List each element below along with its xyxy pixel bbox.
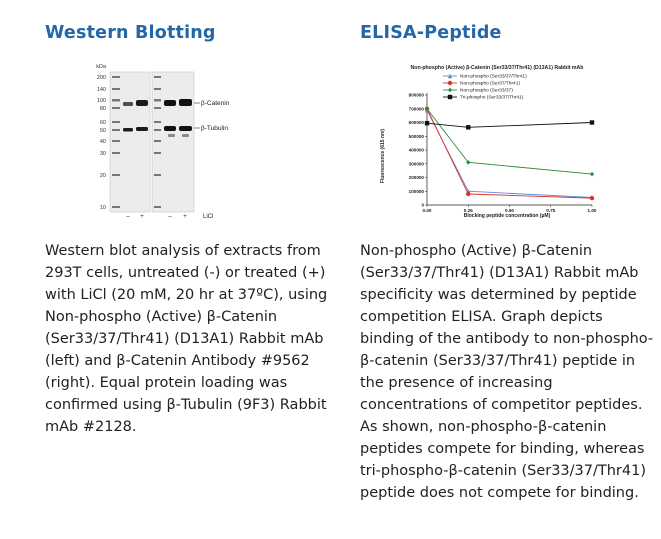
y-tick-label-8: 800000 bbox=[408, 92, 424, 98]
elisa-peptide-heading: ELISA-Peptide bbox=[360, 23, 502, 43]
marker-200: 200 bbox=[96, 75, 106, 81]
x-tick-label-4: 1.00 bbox=[587, 208, 597, 213]
western-blotting-heading: Western Blotting bbox=[45, 23, 216, 43]
legend-marker-3 bbox=[448, 95, 452, 99]
kda-label: kDa bbox=[96, 64, 106, 70]
series-line-3 bbox=[427, 123, 592, 128]
legend-label-1: Non-phospho (Ser37/Thr41) bbox=[460, 81, 520, 87]
y-tick-label-5: 500000 bbox=[408, 133, 424, 139]
band-labels bbox=[194, 100, 230, 132]
chart-x-label: Blocking peptide concentration (µM) bbox=[463, 213, 551, 219]
y-tick-label-4: 400000 bbox=[408, 147, 424, 153]
marker-20: 20 bbox=[99, 173, 106, 179]
western-blotting-description: Western blot analysis of extracts from 293T cells, untreated (-) or treated (+) with LiCl (20 mM, 20 hr at 37ºC), using Non-phospho (Active) β-Catenin (Ser33/37/Thr41) (D13A1) Rabbit mAb (left) and β-Catenin Antibody #9562 (right). Equal protein loading was confirmed using β-Tubulin (9F3) Rabbit mAb #2128. bbox=[45, 243, 328, 435]
x-tick-label-1: 0.25 bbox=[463, 208, 473, 213]
y-tick-label-7: 700000 bbox=[408, 106, 424, 112]
marker-60: 60 bbox=[99, 120, 106, 126]
y-tick-label-3: 300000 bbox=[408, 161, 424, 167]
chart-title: Non-phospho (Active) β-Catenin (Ser33/37/Thr41) (D13A1) Rabbit mAb bbox=[410, 65, 584, 71]
series-3-point-0 bbox=[425, 121, 429, 125]
legend-marker-1 bbox=[448, 81, 452, 85]
lane-label-4: + bbox=[183, 214, 187, 220]
lane-label-2: + bbox=[140, 214, 144, 220]
western-blot-image bbox=[90, 62, 270, 222]
x-tick-label-0: 0.00 bbox=[422, 208, 432, 213]
marker-30: 30 bbox=[99, 151, 106, 157]
series-1-point-1 bbox=[466, 192, 470, 196]
series-line-1 bbox=[427, 109, 592, 198]
legend-marker-2 bbox=[448, 88, 452, 92]
lane-labels bbox=[126, 214, 213, 220]
series-2-point-2 bbox=[590, 172, 594, 176]
legend-label-0: Non-phospho (Ser33/37/Thr41) bbox=[460, 74, 527, 80]
licl-label: LiCl bbox=[203, 214, 214, 220]
series-1-point-2 bbox=[590, 196, 594, 200]
y-tick-label-0: 0 bbox=[421, 202, 424, 208]
beta-tubulin-label: β-Tubulin bbox=[201, 125, 228, 132]
legend-label-3: Tri-phospho (Ser33/37/Thr41) bbox=[460, 95, 524, 101]
chart-y-label: Fluorescence (615 nm) bbox=[380, 128, 386, 184]
marker-labels bbox=[96, 64, 107, 211]
x-tick-label-3: 0.75 bbox=[546, 208, 556, 213]
marker-50: 50 bbox=[99, 128, 106, 134]
lane-label-3: – bbox=[168, 214, 172, 220]
marker-80: 80 bbox=[99, 106, 106, 112]
series-line-2 bbox=[427, 109, 592, 174]
marker-40: 40 bbox=[99, 139, 106, 145]
series-3-point-1 bbox=[466, 125, 470, 129]
chart-legend bbox=[443, 74, 527, 101]
marker-10: 10 bbox=[99, 205, 106, 211]
y-tick-label-1: 100000 bbox=[408, 188, 424, 194]
elisa-peptide-description: Non-phospho (Active) β-Catenin (Ser33/37/Thr41) (D13A1) Rabbit mAb specificity was determined by peptide competition ELISA. Graph depicts binding of the antibody to non-phospho-β-catenin (Ser33/37/Thr41) peptide in the presence of increasing concentrations of competitor peptides. As shown, non-phospho-β-catenin peptides compete for binding, whereas tri-phospho-β-catenin (Ser33/37/Thr41) peptide does not compete for binding. bbox=[360, 243, 654, 501]
y-tick-label-2: 200000 bbox=[408, 175, 424, 181]
y-tick-label-6: 600000 bbox=[408, 120, 424, 126]
marker-100: 100 bbox=[96, 98, 106, 104]
marker-140: 140 bbox=[96, 87, 106, 93]
x-tick-label-2: 0.50 bbox=[505, 208, 514, 213]
lane-label-1: – bbox=[126, 214, 130, 220]
elisa-chart bbox=[377, 60, 602, 220]
legend-label-2: Non-phospho (Ser33/37) bbox=[460, 88, 513, 94]
series-3-point-2 bbox=[590, 120, 594, 124]
beta-catenin-label: β-Catenin bbox=[201, 100, 230, 107]
